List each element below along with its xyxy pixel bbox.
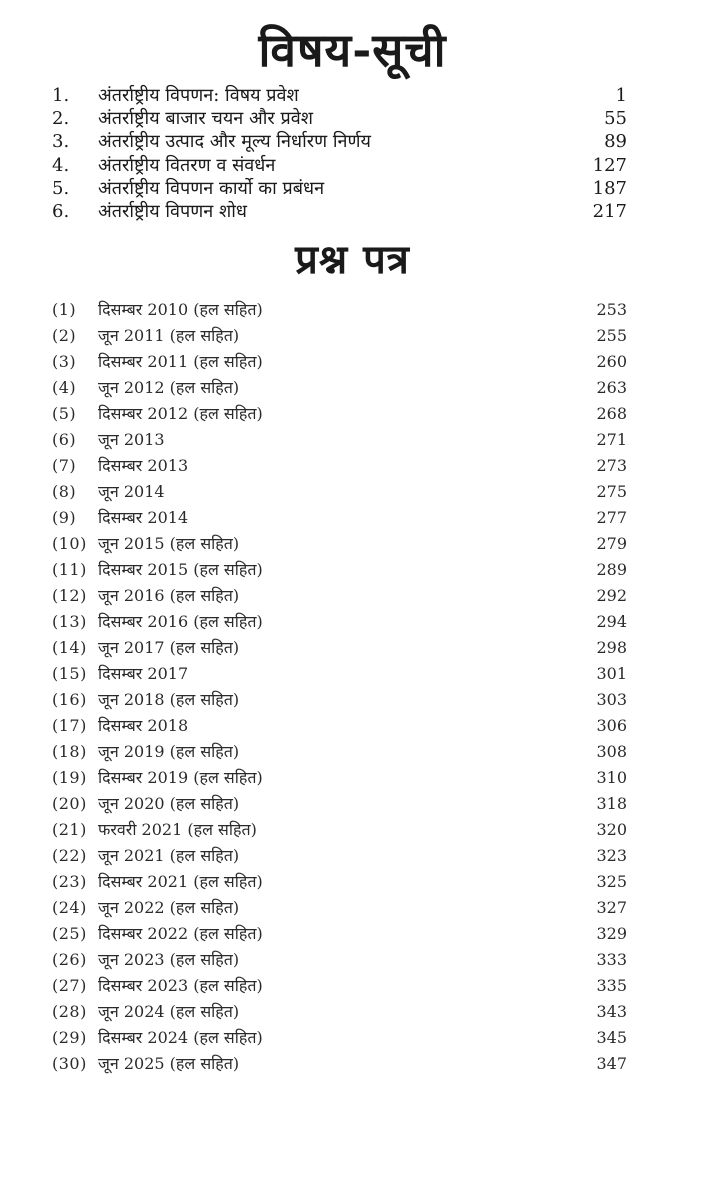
paper-title: दिसम्बर 2012 (हल सहित): [98, 404, 263, 424]
paper-number: (16): [52, 690, 87, 710]
paper-page-number: 320: [596, 820, 627, 840]
toc-row[interactable]: [0, 130, 705, 153]
paper-row[interactable]: [0, 427, 705, 453]
paper-title: जून 2019 (हल सहित): [98, 742, 240, 762]
paper-number: (29): [52, 1028, 87, 1048]
paper-title: जून 2017 (हल सहित): [98, 638, 240, 658]
paper-number: (5): [52, 404, 77, 424]
toc-title: अंतर्राष्ट्रीय वितरण व संवर्धन: [98, 154, 276, 176]
paper-row[interactable]: [0, 635, 705, 661]
paper-number: (18): [52, 742, 87, 762]
paper-row[interactable]: [0, 349, 705, 375]
paper-title: जून 2018 (हल सहित): [98, 690, 240, 710]
paper-page-number: 301: [596, 664, 627, 684]
paper-number: (25): [52, 924, 87, 944]
paper-row[interactable]: [0, 531, 705, 557]
paper-row[interactable]: [0, 817, 705, 843]
paper-page-number: 279: [596, 534, 627, 554]
paper-row[interactable]: [0, 583, 705, 609]
paper-title: दिसम्बर 2019 (हल सहित): [98, 768, 263, 788]
paper-number: (10): [52, 534, 87, 554]
contents-list: [0, 84, 705, 223]
paper-number: (12): [52, 586, 87, 606]
paper-title: जून 2023 (हल सहित): [98, 950, 240, 970]
paper-number: (28): [52, 1002, 87, 1022]
paper-title: जून 2015 (हल सहित): [98, 534, 240, 554]
paper-title: दिसम्बर 2013: [98, 456, 189, 476]
paper-title: जून 2020 (हल सहित): [98, 794, 240, 814]
paper-number: (9): [52, 508, 77, 528]
paper-page-number: 303: [596, 690, 627, 710]
paper-page-number: 263: [596, 378, 627, 398]
paper-page-number: 329: [596, 924, 627, 944]
paper-page-number: 335: [596, 976, 627, 996]
toc-page-number: 55: [604, 108, 627, 130]
paper-title: जून 2011 (हल सहित): [98, 326, 240, 346]
paper-row[interactable]: [0, 505, 705, 531]
paper-title: जून 2021 (हल सहित): [98, 846, 240, 866]
toc-number: 4.: [52, 154, 70, 176]
toc-page-number: 89: [604, 131, 627, 153]
paper-page-number: 343: [596, 1002, 627, 1022]
paper-row[interactable]: [0, 843, 705, 869]
toc-title: अंतर्राष्ट्रीय उत्पाद और मूल्य निर्धारण निर्णय: [98, 131, 371, 153]
toc-page-number: 217: [592, 200, 627, 222]
paper-page-number: 294: [596, 612, 627, 632]
paper-row[interactable]: [0, 401, 705, 427]
toc-number: 5.: [52, 177, 70, 199]
paper-row[interactable]: [0, 1051, 705, 1077]
paper-title: दिसम्बर 2017: [98, 664, 189, 684]
paper-title: दिसम्बर 2022 (हल सहित): [98, 924, 263, 944]
paper-number: (1): [52, 300, 77, 320]
paper-number: (22): [52, 846, 87, 866]
paper-page-number: 268: [596, 404, 627, 424]
toc-number: 1.: [52, 85, 70, 106]
paper-number: (26): [52, 950, 87, 970]
toc-title: अंतर्राष्ट्रीय बाजार चयन और प्रवेश: [98, 108, 313, 130]
paper-row[interactable]: [0, 791, 705, 817]
paper-title: दिसम्बर 2023 (हल सहित): [98, 976, 263, 996]
paper-page-number: 323: [596, 846, 627, 866]
paper-row[interactable]: [0, 687, 705, 713]
toc-page-number: 187: [592, 177, 627, 199]
paper-page-number: 275: [596, 482, 627, 502]
toc-title: अंतर्राष्ट्रीय विपणन: विषय प्रवेश: [98, 85, 299, 106]
paper-number: (4): [52, 378, 77, 398]
paper-page-number: 333: [596, 950, 627, 970]
paper-number: (24): [52, 898, 87, 918]
paper-row[interactable]: [0, 323, 705, 349]
paper-number: (2): [52, 326, 77, 346]
paper-row[interactable]: [0, 1025, 705, 1051]
paper-page-number: 318: [596, 794, 627, 814]
paper-title: फरवरी 2021 (हल सहित): [98, 820, 257, 840]
toc-row[interactable]: [0, 200, 705, 223]
paper-row[interactable]: [0, 973, 705, 999]
paper-page-number: 306: [596, 716, 627, 736]
paper-page-number: 310: [596, 768, 627, 788]
paper-page-number: 327: [596, 898, 627, 918]
toc-row[interactable]: [0, 107, 705, 130]
paper-title: जून 2014: [98, 482, 165, 502]
paper-row[interactable]: [0, 921, 705, 947]
paper-number: (19): [52, 768, 87, 788]
paper-page-number: 271: [596, 430, 627, 450]
page-title: विषय-सूची: [258, 23, 447, 77]
paper-row[interactable]: [0, 869, 705, 895]
paper-title: दिसम्बर 2014: [98, 508, 189, 528]
paper-title: दिसम्बर 2018: [98, 716, 189, 736]
paper-row[interactable]: [0, 895, 705, 921]
toc-row[interactable]: [0, 84, 705, 107]
section-title: प्रश्न पत्र: [295, 236, 410, 284]
paper-row[interactable]: [0, 453, 705, 479]
toc-row[interactable]: [0, 154, 705, 177]
paper-row[interactable]: [0, 999, 705, 1025]
paper-number: (27): [52, 976, 87, 996]
paper-row[interactable]: [0, 739, 705, 765]
paper-title: जून 2016 (हल सहित): [98, 586, 240, 606]
toc-page-number: 1: [615, 85, 627, 106]
paper-number: (3): [52, 352, 77, 372]
paper-title: जून 2022 (हल सहित): [98, 898, 240, 918]
paper-title: जून 2025 (हल सहित): [98, 1054, 240, 1074]
toc-number: 2.: [52, 108, 70, 130]
paper-title: दिसम्बर 2011 (हल सहित): [98, 352, 263, 372]
paper-page-number: 289: [596, 560, 627, 580]
paper-page-number: 345: [596, 1028, 627, 1048]
paper-page-number: 260: [596, 352, 627, 372]
paper-number: (8): [52, 482, 77, 502]
paper-number: (11): [52, 560, 87, 580]
paper-number: (7): [52, 456, 77, 476]
paper-title: दिसम्बर 2021 (हल सहित): [98, 872, 263, 892]
toc-row[interactable]: [0, 177, 705, 200]
toc-number: 3.: [52, 131, 70, 153]
paper-page-number: 273: [596, 456, 627, 476]
paper-page-number: 277: [596, 508, 627, 528]
question-papers-list: [0, 297, 705, 1077]
paper-number: (30): [52, 1054, 87, 1074]
paper-number: (15): [52, 664, 87, 684]
paper-number: (23): [52, 872, 87, 892]
paper-number: (6): [52, 430, 77, 450]
paper-page-number: 255: [596, 326, 627, 346]
paper-number: (20): [52, 794, 87, 814]
paper-page-number: 253: [596, 300, 627, 320]
paper-number: (13): [52, 612, 87, 632]
paper-title: जून 2012 (हल सहित): [98, 378, 240, 398]
paper-row[interactable]: [0, 375, 705, 401]
paper-title: दिसम्बर 2015 (हल सहित): [98, 560, 263, 580]
paper-page-number: 308: [596, 742, 627, 762]
paper-row[interactable]: [0, 947, 705, 973]
paper-row[interactable]: [0, 479, 705, 505]
paper-page-number: 347: [596, 1054, 627, 1074]
paper-row[interactable]: [0, 765, 705, 791]
paper-title: दिसम्बर 2016 (हल सहित): [98, 612, 263, 632]
paper-title: जून 2013: [98, 430, 165, 450]
paper-page-number: 292: [596, 586, 627, 606]
paper-page-number: 298: [596, 638, 627, 658]
paper-title: दिसम्बर 2010 (हल सहित): [98, 300, 263, 320]
paper-number: (17): [52, 716, 87, 736]
toc-page-number: 127: [592, 154, 627, 176]
paper-number: (14): [52, 638, 87, 658]
toc-number: 6.: [52, 200, 70, 222]
toc-title: अंतर्राष्ट्रीय विपणन शोध: [98, 200, 247, 222]
paper-row[interactable]: [0, 297, 705, 323]
paper-row[interactable]: [0, 661, 705, 687]
paper-row[interactable]: [0, 557, 705, 583]
paper-page-number: 325: [596, 872, 627, 892]
paper-title: दिसम्बर 2024 (हल सहित): [98, 1028, 263, 1048]
paper-row[interactable]: [0, 609, 705, 635]
paper-number: (21): [52, 820, 87, 840]
paper-row[interactable]: [0, 713, 705, 739]
toc-title: अंतर्राष्ट्रीय विपणन कार्यो का प्रबंधन: [98, 177, 325, 199]
paper-title: जून 2024 (हल सहित): [98, 1002, 240, 1022]
